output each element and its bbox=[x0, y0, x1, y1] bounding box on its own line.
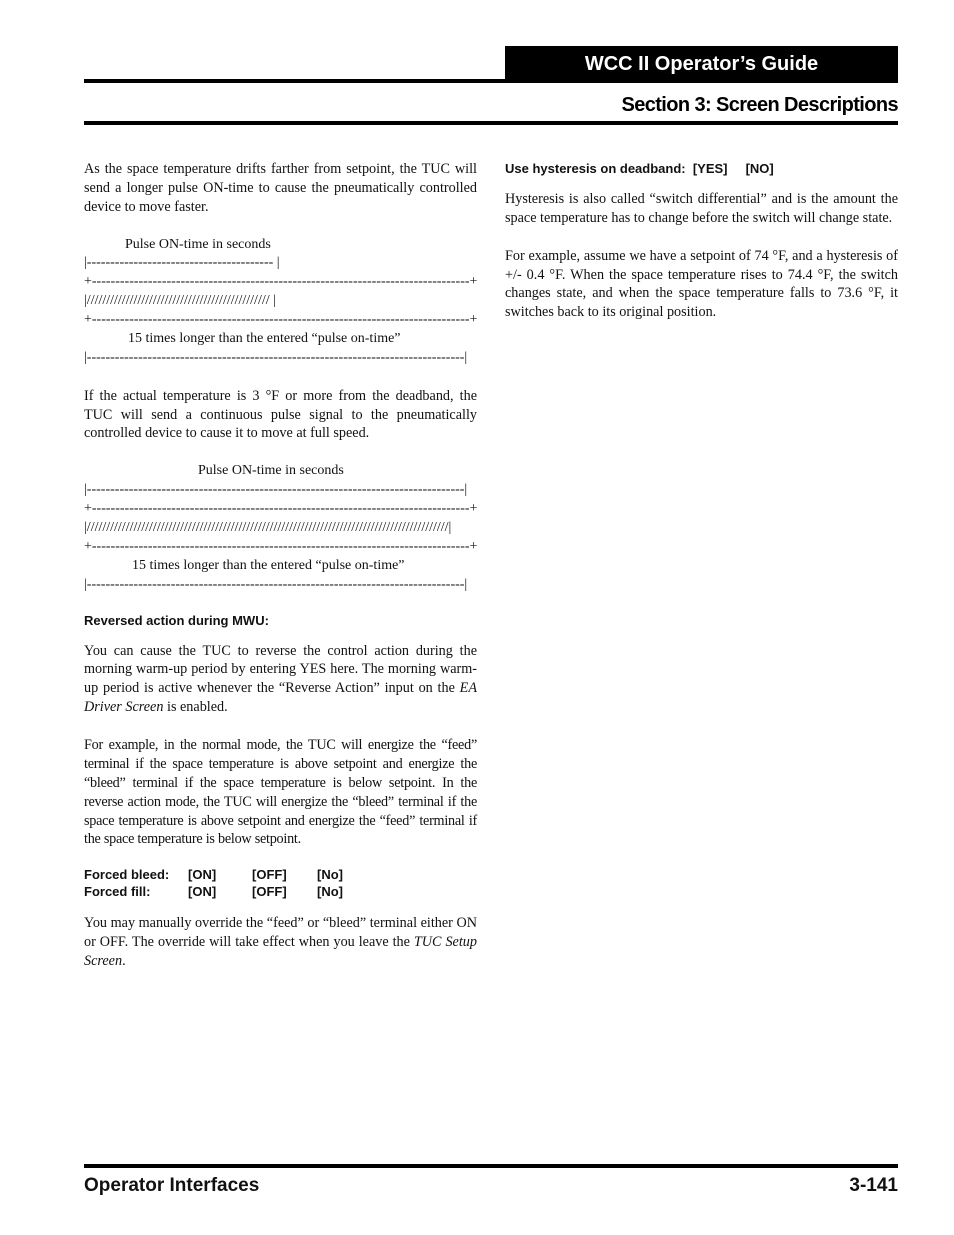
diagram2-line5: |---------------------------------------------------------------------------------| bbox=[84, 576, 468, 592]
left-column bbox=[84, 160, 477, 971]
diagram1-line5: |---------------------------------------------------------------------------------| bbox=[84, 349, 468, 365]
forced-bleed-no: [No] bbox=[317, 867, 343, 883]
section-rule bbox=[84, 121, 898, 125]
section-title: Section 3: Screen Descriptions bbox=[621, 94, 898, 116]
paragraph-hysteresis-example: For example, assume we have a setpoint of 74 °F, and a hysteresis of +/- 0.4 °F. When the space temperature rises to 74.4 °F, the switch changes state, and when the space temperature falls to 73.6 °F, it switches back to its original position. bbox=[505, 247, 898, 321]
diagram2-caption: 15 times longer than the entered “pulse on-time” bbox=[132, 557, 405, 573]
forced-options-table bbox=[84, 866, 343, 900]
diagram1-line3: |/////////////////////////////////////////////// | bbox=[84, 293, 276, 309]
forced-bleed-off: [OFF] bbox=[252, 867, 287, 883]
diagram1-line1: |---------------------------------------- | bbox=[84, 255, 280, 271]
paragraph-manual-override bbox=[84, 914, 477, 971]
para3-italic: EA Driver Screen bbox=[84, 680, 477, 716]
diagram2-line1: |---------------------------------------------------------------------------------| bbox=[84, 482, 468, 498]
paragraph-continuous-pulse: If the actual temperature is 3 °F or more from the deadband, the TUC will send a continuous pulse signal to the pneumatically controlled device to cause it to move at full speed. bbox=[84, 387, 477, 442]
guide-title-banner bbox=[505, 46, 898, 82]
footer-rule bbox=[84, 1164, 898, 1168]
forced-fill-off: [OFF] bbox=[252, 884, 287, 900]
paragraph-pulse-longer: As the space temperature drifts farther from setpoint, the TUC will send a longer pulse ON-time to cause the pneumatically controlled device to move faster. bbox=[84, 161, 477, 215]
diagram1-caption: 15 times longer than the entered “pulse on-time” bbox=[128, 331, 401, 347]
forced-bleed-on: [ON] bbox=[188, 867, 217, 883]
para3-text-a: You can cause the TUC to reverse the control action during the morning warm-up period by entering YES here. The morning warm-up period is active whenever the “Reverse Action” input on the bbox=[84, 642, 477, 697]
forced-fill-on: [ON] bbox=[188, 884, 217, 900]
para5-italic: TUC Setup Screen bbox=[84, 934, 477, 970]
footer-chapter-title: Operator Interfaces bbox=[84, 1175, 260, 1196]
forced-bleed-label: Forced bleed: bbox=[84, 867, 170, 883]
paragraph-normal-mode-example: For example, in the normal mode, the TUC will energize the “feed” terminal if the space temperature is above setpoint and energize the “bleed” terminal if the space temperature is below setpoint. In the reverse action mode, the TUC will energize the “bleed” terminal if the space temperature is above setpoint and energize the “feed” terminal if the space temperature is below setpoint. bbox=[84, 736, 477, 848]
paragraph-reverse-control bbox=[84, 642, 477, 718]
para5-text-b: . bbox=[122, 953, 126, 970]
header-rule bbox=[84, 79, 898, 83]
diagram1-line4: +---------------------------------------------------------------------------------+ bbox=[84, 312, 477, 328]
guide-title: WCC II Operator’s Guide bbox=[584, 53, 819, 75]
diagram2-line4: +---------------------------------------------------------------------------------+ bbox=[84, 538, 477, 554]
diagram1-line2: +---------------------------------------------------------------------------------+ bbox=[84, 274, 477, 290]
diagram2-line3: |/////////////////////////////////////////////////////////////////////////////////////////////| bbox=[84, 519, 452, 535]
para5-text-a: You may manually override the “feed” or “bleed” terminal either ON or OFF. The override will take effect when you leave the bbox=[84, 915, 477, 951]
page-number: 3-141 bbox=[849, 1175, 898, 1196]
forced-fill-no: [No] bbox=[317, 884, 343, 900]
paragraph-hysteresis-definition: Hysteresis is also called “switch differential” and is the amount the space temperature has to change before the switch will change state. bbox=[505, 191, 898, 226]
diagram1-label: Pulse ON-time in seconds bbox=[125, 236, 271, 252]
diagram2-line2: +---------------------------------------------------------------------------------+ bbox=[84, 500, 477, 516]
heading-reversed-action: Reversed action during MWU: bbox=[84, 612, 269, 628]
forced-fill-row bbox=[84, 883, 343, 900]
para3-text-b: is enabled. bbox=[163, 699, 228, 716]
forced-bleed-row bbox=[84, 866, 343, 883]
diagram2-label: Pulse ON-time in seconds bbox=[198, 463, 344, 479]
right-column bbox=[505, 160, 898, 322]
forced-fill-label: Forced fill: bbox=[84, 884, 151, 900]
heading-hysteresis: Use hysteresis on deadband: [YES] [NO] bbox=[505, 161, 774, 176]
